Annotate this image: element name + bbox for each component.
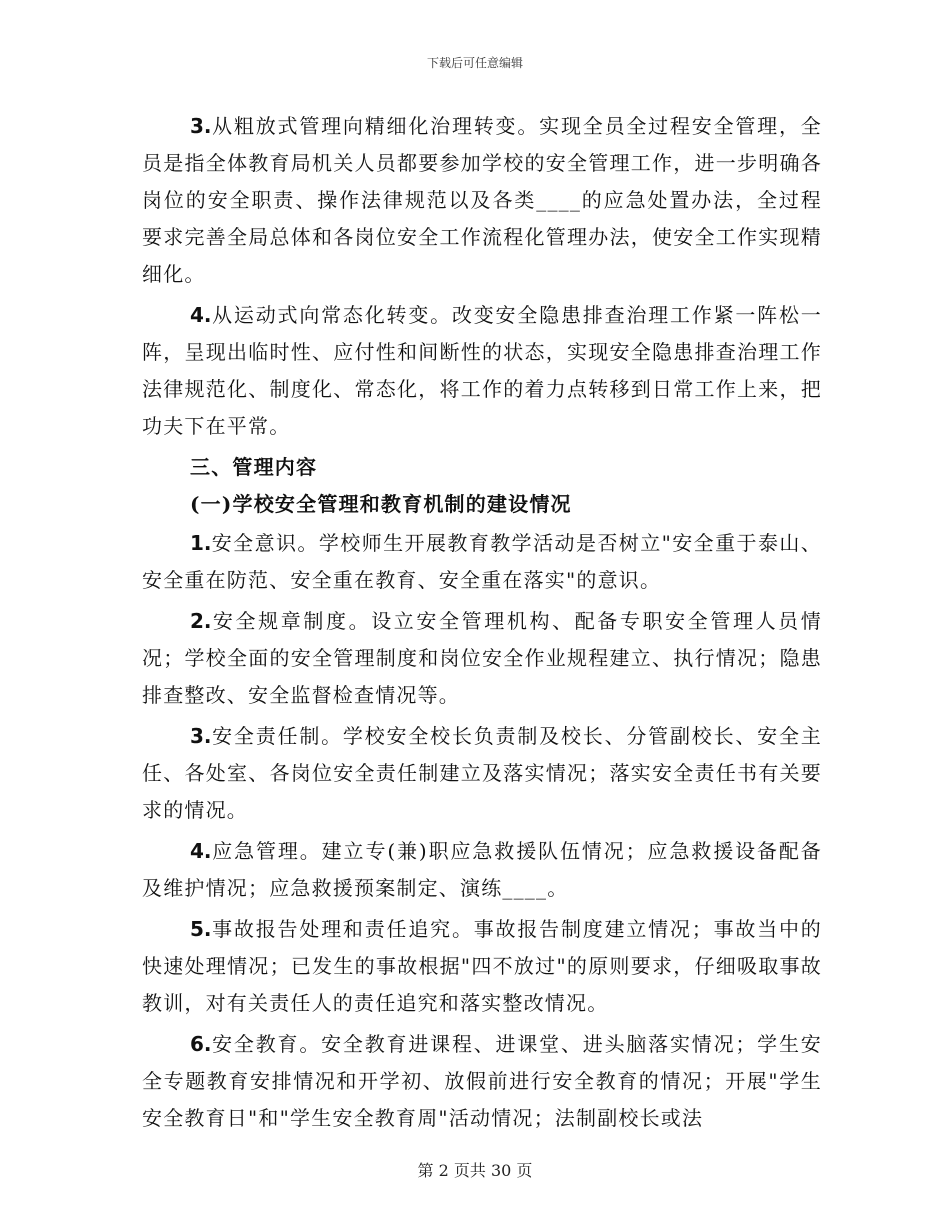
item-number: 4. xyxy=(190,839,212,863)
paragraph-4 xyxy=(142,297,822,445)
paragraph-text: 安全意识。学校师生开展教育教学活动是否树立"安全重于泰山、安全重在防范、安全重在教育、安全重在落实"的意识。 xyxy=(142,531,822,592)
paragraph-item-2 xyxy=(142,603,822,714)
item-number: 6. xyxy=(190,1032,212,1056)
page-footer: 第 2 页共 30 页 xyxy=(417,1161,533,1180)
paragraph-text: 安全责任制。学校安全校长负责制及校长、分管副校长、安全主任、各处室、各岗位安全责任制建立及落实情况；落实安全责任书有关要求的情况。 xyxy=(142,724,822,822)
item-number: 4. xyxy=(190,303,212,327)
paragraph-text: 安全规章制度。设立安全管理机构、配备专职安全管理人员情况；学校全面的安全管理制度和岗位安全作业规程建立、执行情况；隐患排查整改、安全监督检查情况等。 xyxy=(142,609,822,707)
paragraph-text: 事故报告处理和责任追究。事故报告制度建立情况；事故当中的快速处理情况；已发生的事故根据"四不放过"的原则要求，仔细吸取事故教训，对有关责任人的责任追究和落实整改情况。 xyxy=(142,917,822,1015)
item-number: 3. xyxy=(190,114,212,138)
paragraph-item-3 xyxy=(142,718,822,829)
item-number: 5. xyxy=(190,917,212,941)
paragraph-text: 安全教育。安全教育进课程、进课堂、进头脑落实情况；学生安全专题教育安排情况和开学初、放假前进行安全教育的情况；开展"学生安全教育日"和"学生安全教育周"活动情况；法制副校长或法 xyxy=(142,1032,822,1130)
document-body xyxy=(142,108,822,1141)
section-heading: 三、管理内容 xyxy=(190,455,318,479)
paragraph-text: 从运动式向常态化转变。改变安全隐患排查治理工作紧一阵松一阵，呈现出临时性、应付性和间断性的状态，实现安全隐患排查治理工作法律规范化、制度化、常态化，将工作的着力点转移到日常工作上来，把功夫下在平常。 xyxy=(142,303,822,438)
item-number: 2. xyxy=(190,609,212,633)
item-number: 1. xyxy=(190,531,212,555)
paragraph-item-4 xyxy=(142,833,822,907)
subsection-heading: (一)学校安全管理和教育机制的建设情况 xyxy=(190,492,572,516)
paragraph-item-6 xyxy=(142,1026,822,1137)
paragraph-text: 从粗放式管理向精细化治理转变。实现全员全过程安全管理，全员是指全体教育局机关人员都要参加学校的安全管理工作，进一步明确各岗位的安全职责、操作法律规范以及各类____的应急处置办法，全过程要求完善全局总体和各岗位安全工作流程化管理办法，使安全工作实现精细化。 xyxy=(142,114,822,286)
paragraph-3 xyxy=(142,108,822,293)
paragraph-text: 应急管理。建立专(兼)职应急救援队伍情况；应急救援设备配备及维护情况；应急救援预案制定、演练____。 xyxy=(142,839,822,900)
item-number: 3. xyxy=(190,724,212,748)
paragraph-item-5 xyxy=(142,911,822,1022)
paragraph-item-1 xyxy=(142,525,822,599)
page-header: 下载后可任意编辑 xyxy=(426,56,523,70)
